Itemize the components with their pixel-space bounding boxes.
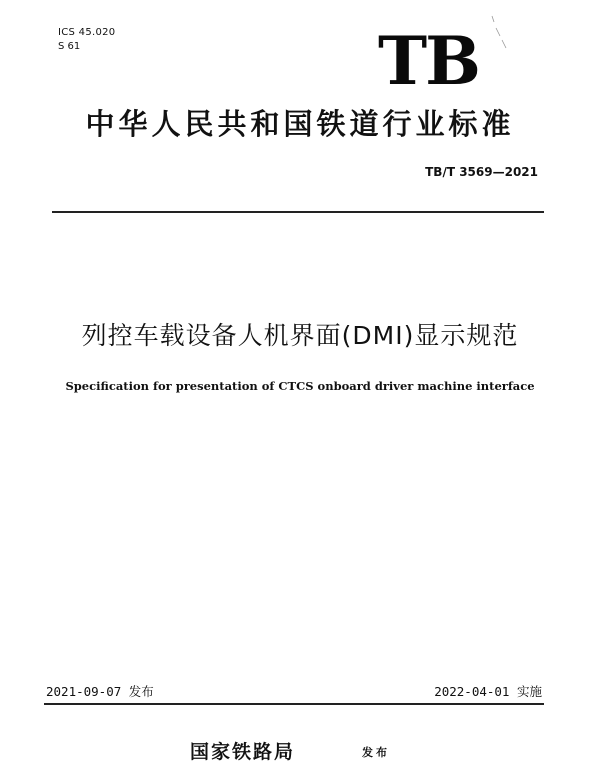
footer-divider [44, 703, 544, 705]
ics-code: ICS 45.020 [58, 27, 116, 38]
ccs-code: S 61 [58, 41, 81, 52]
title-chinese: 列控车载设备人机界面(DMI)显示规范 [81, 321, 519, 350]
scan-artifact-mark [488, 14, 518, 54]
issue-date: 2021-09-07 发布 [46, 684, 154, 699]
publisher-name: 国家铁路局 [190, 741, 296, 763]
organization-name: 中华人民共和国铁道行业标准 [85, 107, 515, 141]
standard-number: TB/T 3569—2021 [425, 165, 538, 179]
tb-logo: TB [378, 22, 479, 100]
implementation-date: 2022-04-01 实施 [434, 684, 542, 699]
title-english: Specification for presentation of CTCS onboard driver machine interface [65, 379, 535, 393]
header-divider [52, 211, 544, 213]
publish-label: 发布 [362, 746, 390, 759]
